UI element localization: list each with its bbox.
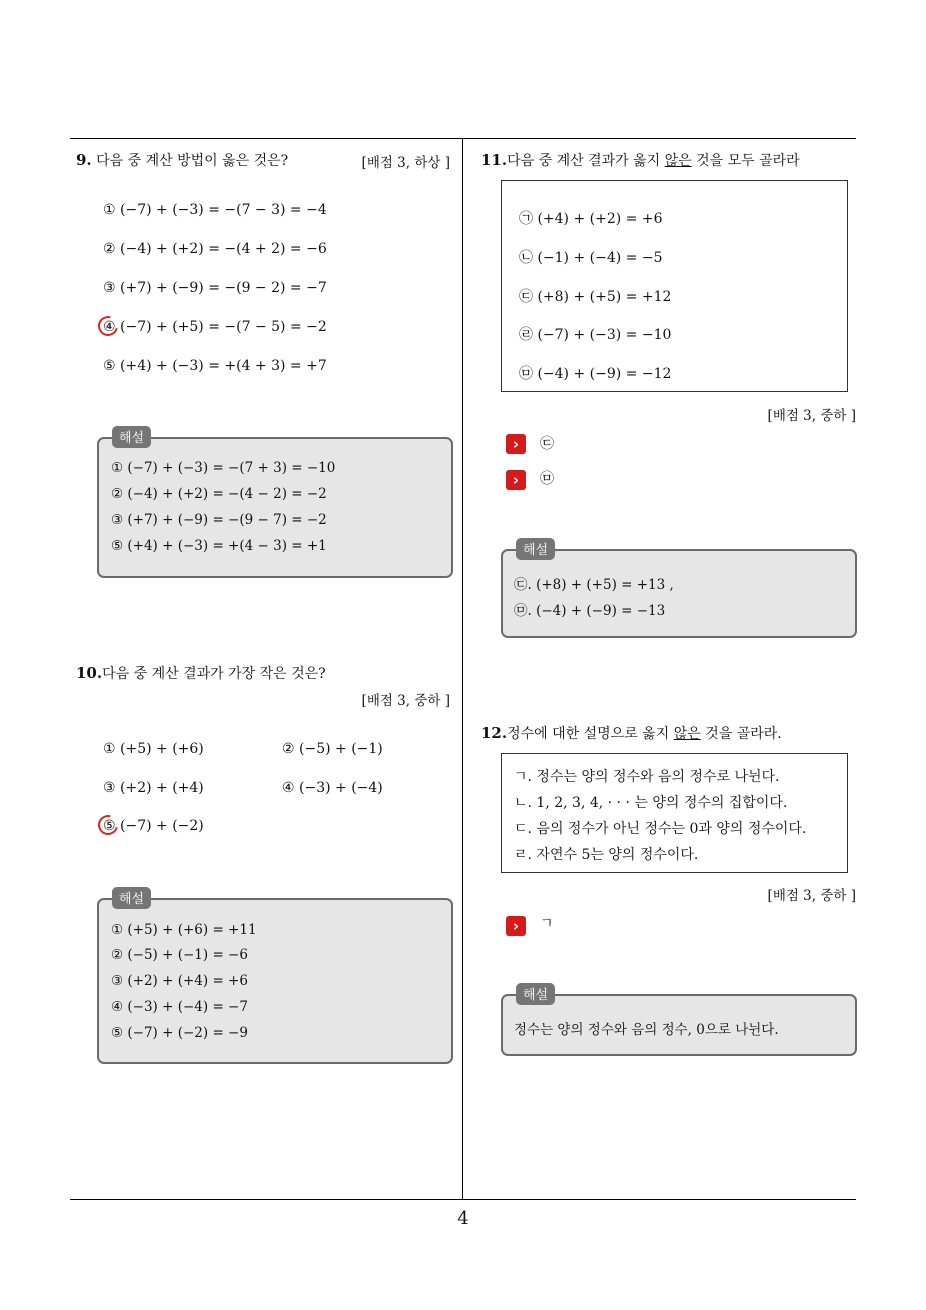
q11-title — [481, 150, 800, 170]
q11-title-text: 다음 중 계산 결과가 옳지 — [507, 153, 665, 169]
q10-explanation-box — [97, 898, 453, 1064]
q10-explanation-tag: 해설 — [112, 887, 151, 909]
q9-title-text: 다음 중 계산 방법이 옳은 것은? — [91, 153, 289, 169]
q12-statement: ㄷ. 음의 정수가 아닌 정수는 0과 양의 정수이다. — [514, 821, 807, 837]
red-circle-mark-icon — [94, 312, 121, 339]
q12-expl-line: 정수는 양의 정수와 음의 정수, 0으로 나뉜다. — [514, 1022, 779, 1038]
chevron-right-icon: › — [506, 916, 526, 936]
q11-expl-line: ㉢. (+8) + (+5) = +13 , — [514, 577, 674, 593]
q9-explanation-tag: 해설 — [112, 426, 151, 448]
q9-option-4[interactable] — [103, 319, 327, 335]
q11-number: 11. — [481, 151, 508, 169]
q9-option-5[interactable]: ⑤ (+4) + (−3) = +(4 + 3) = +7 — [103, 358, 327, 374]
q11-answer-2: ㉤ — [540, 471, 554, 487]
q12-statement: ㄱ. 정수는 양의 정수와 음의 정수로 나뉜다. — [514, 769, 780, 785]
q11-item: ㉢ (+8) + (+5) = +12 — [519, 289, 672, 305]
q11-explanation-box — [501, 549, 857, 638]
footer-rule — [70, 1199, 856, 1200]
q12-explanation-tag: 해설 — [516, 983, 555, 1005]
q10-option-4[interactable]: ④ (−3) + (−4) — [282, 780, 383, 796]
q10-option-3[interactable]: ③ (+2) + (+4) — [103, 780, 204, 796]
q12-title — [481, 723, 782, 743]
q10-score: [배점 3, 중하 ] — [361, 693, 450, 709]
q11-item: ㉣ (−7) + (−3) = −10 — [519, 327, 672, 343]
q9-option-2[interactable]: ② (−4) + (+2) = −(4 + 2) = −6 — [103, 241, 327, 257]
q12-title-text-end: 것을 골라라. — [700, 726, 782, 742]
q10-expl-line: ② (−5) + (−1) = −6 — [111, 947, 248, 963]
q11-title-underlined: 않은 — [664, 153, 692, 169]
q12-title-underlined: 않은 — [673, 726, 701, 742]
red-circle-mark-icon — [94, 811, 121, 838]
q9-option-4-text: (−7) + (+5) = −(7 − 5) = −2 — [120, 319, 327, 335]
q10-option-5-text: (−7) + (−2) — [120, 818, 204, 834]
q10-expl-line: ⑤ (−7) + (−2) = −9 — [111, 1025, 248, 1041]
q11-title-text-end: 것을 모두 골라라 — [691, 153, 800, 169]
q9-title — [76, 150, 288, 170]
chevron-right-icon: › — [506, 434, 526, 454]
q10-title — [76, 663, 326, 683]
q11-score: [배점 3, 중하 ] — [767, 408, 856, 424]
q12-statements-box — [501, 753, 848, 873]
q9-expl-line: ③ (+7) + (−9) = −(9 − 7) = −2 — [111, 512, 327, 528]
column-divider — [462, 139, 463, 1199]
q12-statement: ㄴ. 1, 2, 3, 4, · · · 는 양의 정수의 집합이다. — [514, 795, 788, 811]
q10-number: 10. — [76, 664, 103, 682]
q12-answer: ㄱ — [540, 916, 554, 932]
header-rule — [70, 138, 856, 139]
q9-option-3[interactable]: ③ (+7) + (−9) = −(9 − 2) = −7 — [103, 280, 327, 296]
page-number: 4 — [457, 1208, 469, 1229]
q9-expl-line: ⑤ (+4) + (−3) = +(4 − 3) = +1 — [111, 538, 327, 554]
q9-option-4-marker: ④ — [103, 319, 116, 335]
q12-explanation-box — [501, 994, 857, 1056]
q10-expl-line: ③ (+2) + (+4) = +6 — [111, 973, 248, 989]
q9-explanation-box — [97, 437, 453, 578]
q11-expl-line: ㉤. (−4) + (−9) = −13 — [514, 603, 666, 619]
q11-item: ㉠ (+4) + (+2) = +6 — [519, 211, 663, 227]
q11-item: ㉤ (−4) + (−9) = −12 — [519, 366, 672, 382]
q11-answer-1: ㉢ — [540, 436, 554, 452]
chevron-right-icon: › — [506, 470, 526, 490]
q9-option-1[interactable]: ① (−7) + (−3) = −(7 − 3) = −4 — [103, 202, 327, 218]
q12-score: [배점 3, 중하 ] — [767, 888, 856, 904]
q9-expl-line: ② (−4) + (+2) = −(4 − 2) = −2 — [111, 486, 327, 502]
q10-title-text: 다음 중 계산 결과가 가장 작은 것은? — [102, 666, 326, 682]
q11-explanation-tag: 해설 — [516, 538, 555, 560]
q12-title-text: 정수에 대한 설명으로 옳지 — [507, 726, 674, 742]
q9-expl-line: ① (−7) + (−3) = −(7 + 3) = −10 — [111, 460, 336, 476]
q9-score: [배점 3, 하상 ] — [361, 155, 450, 171]
q12-statement: ㄹ. 자연수 5는 양의 정수이다. — [514, 847, 699, 863]
q10-expl-line: ④ (−3) + (−4) = −7 — [111, 999, 248, 1015]
q10-option-1[interactable]: ① (+5) + (+6) — [103, 741, 204, 757]
q10-expl-line: ① (+5) + (+6) = +11 — [111, 922, 257, 938]
q12-number: 12. — [481, 724, 508, 742]
q11-item: ㉡ (−1) + (−4) = −5 — [519, 250, 663, 266]
q9-number: 9. — [76, 151, 92, 169]
q10-option-2[interactable]: ② (−5) + (−1) — [282, 741, 383, 757]
q11-items-box — [501, 180, 848, 392]
q10-option-5-marker: ⑤ — [103, 818, 116, 834]
